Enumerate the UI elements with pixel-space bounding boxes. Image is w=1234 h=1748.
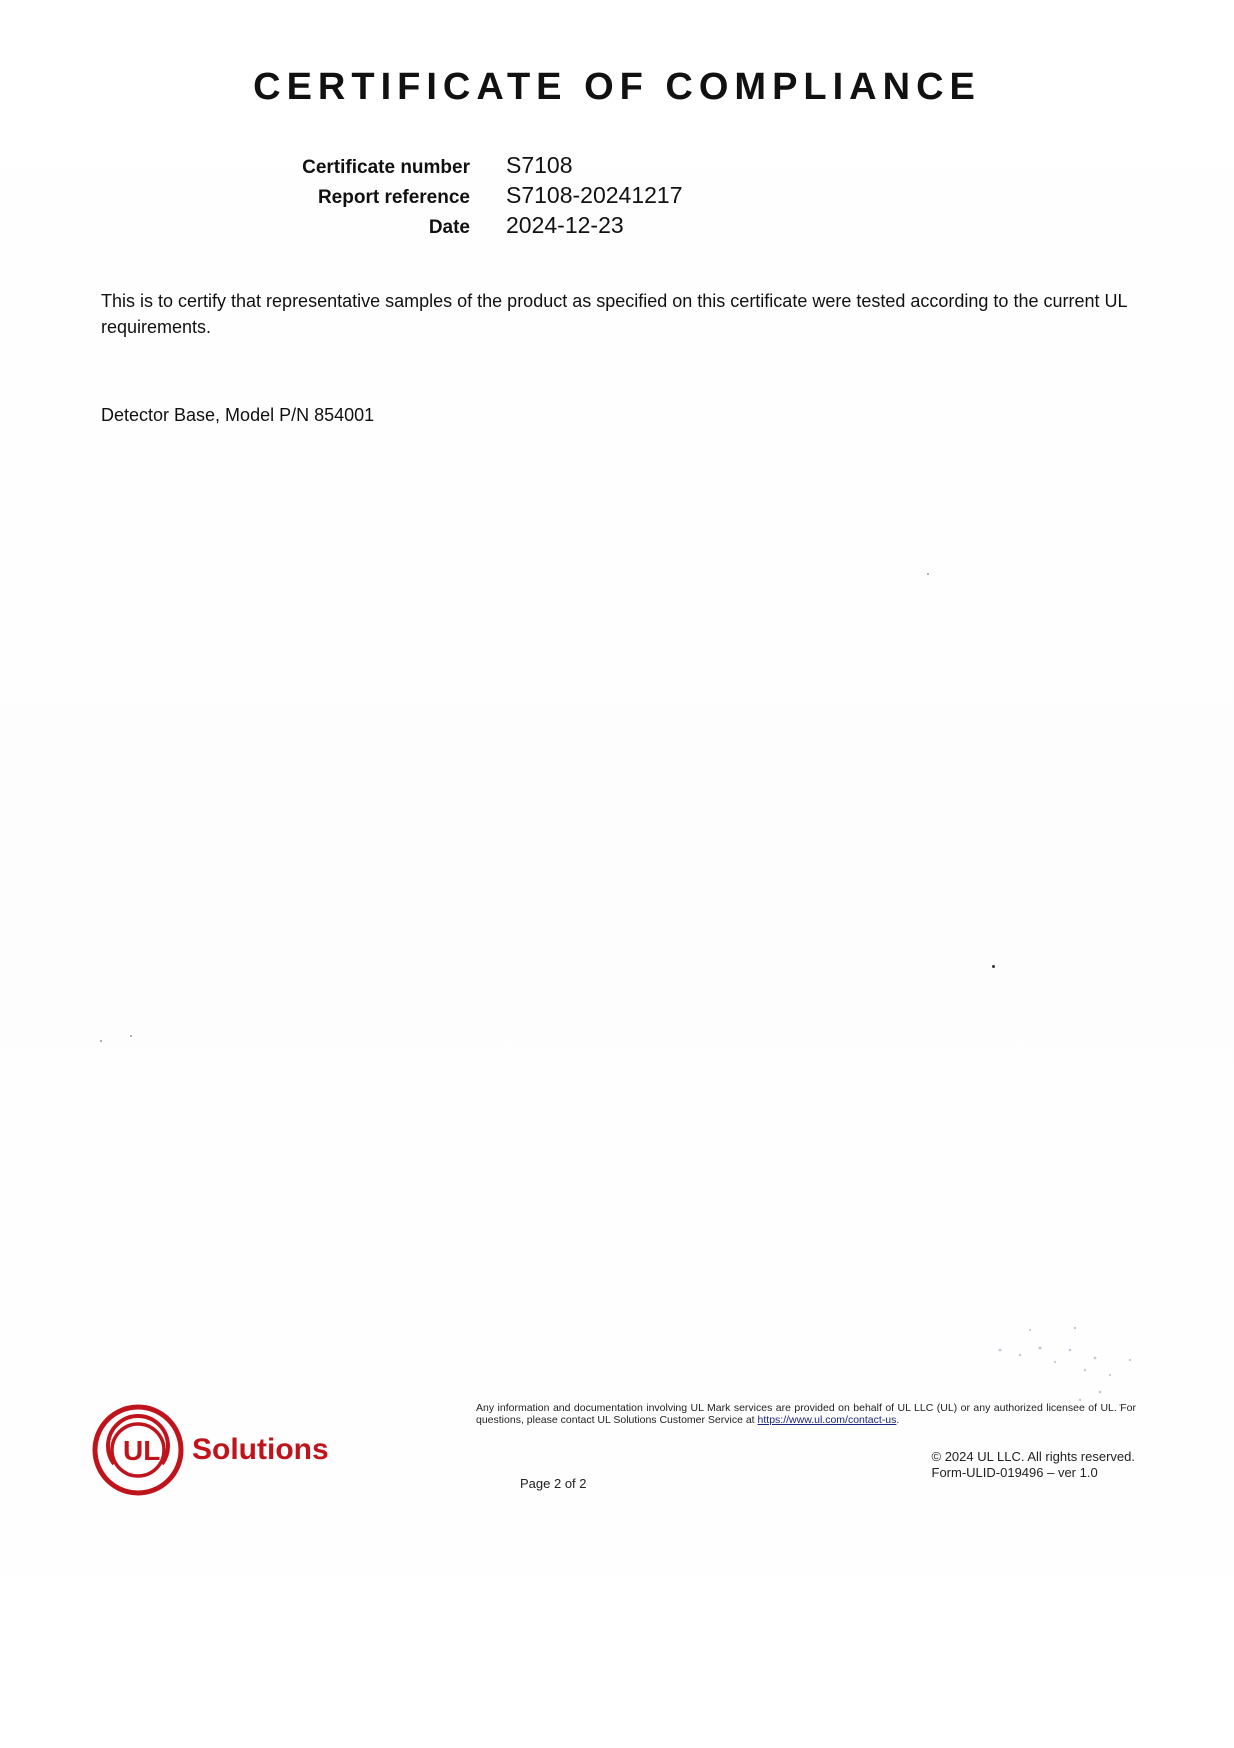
form-id: Form-ULID-019496 – ver 1.0 [931,1465,1098,1480]
footer-note-text: Any information and documentation involving UL Mark services are provided on behalf of UL LLC (UL) or any authorized licensee of UL. For questions, please contact UL Solutions Customer Service at [476,1402,1136,1426]
meta-label: Certificate number [302,157,470,178]
ul-solutions-logo [92,1404,332,1496]
footer-legal-note [476,1402,1136,1426]
footer-note-end: . [896,1414,900,1426]
scan-speck [992,965,995,968]
meta-value: S7108 [506,152,573,178]
page-number: Page 2 of 2 [520,1476,587,1491]
ul-logo-icon [92,1404,184,1496]
meta-row-date [240,212,760,242]
product-description: Detector Base, Model P/N 854001 [101,405,375,425]
document-title: CERTIFICATE OF COMPLIANCE [253,66,981,108]
certificate-meta-block [240,152,760,242]
meta-label: Date [428,217,470,238]
copyright-text: © 2024 UL LLC. All rights reserved. [931,1449,1135,1464]
contact-us-link[interactable]: https://www.ul.com/contact-us [757,1414,897,1426]
meta-label: Report reference [317,187,470,208]
meta-value: 2024-12-23 [506,212,624,238]
meta-row-certificate-number [240,152,760,182]
scan-speck [927,573,929,575]
logo-mark: UL [123,1435,161,1466]
meta-value: S7108-20241217 [506,182,683,208]
certification-statement: This is to certify that representative samples of the product as specified on this certificate were tested according to the current UL requirements. [101,291,1127,337]
copyright-block [932,1449,1135,1481]
scan-speck [100,1040,102,1042]
logo-text: Solutions [192,1433,329,1466]
meta-row-report-reference [240,182,760,212]
scan-speck [130,1035,132,1037]
